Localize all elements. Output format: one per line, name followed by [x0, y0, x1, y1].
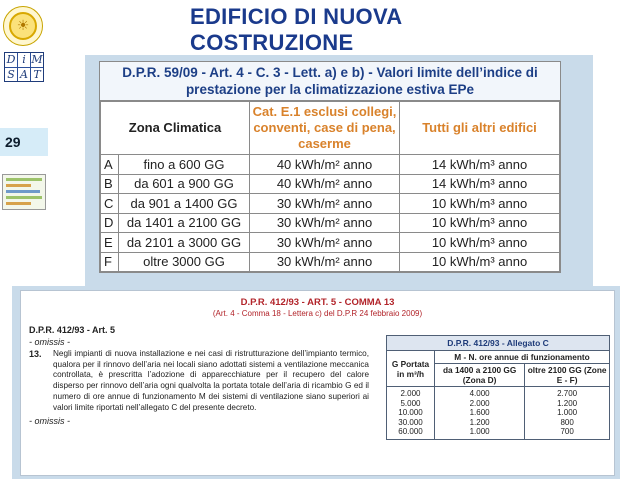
- zona-d-value: 2.000: [435, 399, 525, 409]
- zone-range: oltre 3000 GG: [119, 252, 250, 272]
- table-row: [387, 387, 610, 399]
- paragraph-text: Negli impianti di nuova installazione e nei casi di ristrutturazione dell’impianto termico, qualora per il rinnovo dell’aria nei locali siano adottati sistemi a ventilazione meccanica controllata, è prescritta l’adozione di apparecchiature per il recupero del calore disperso per rinnovo dell’aria ogni qualvolta la portata totale dell’aria di ricambio G ed il numero di ore annue di funzionamento M dei sistemi di ventilazione siano superiori ai valori limite riportati nell’allegato C del presente decreto.: [53, 349, 369, 412]
- doc-heading: [21, 297, 614, 318]
- tutti-value: 14 kWh/m³ anno: [400, 155, 560, 175]
- epe-limits-table-wrapper: [99, 61, 561, 273]
- cat-value: 30 kWh/m² anno: [250, 213, 400, 233]
- zone-letter: E: [101, 233, 119, 253]
- col-header-zona: Zona Climatica: [101, 102, 250, 155]
- cat-value: 40 kWh/m² anno: [250, 174, 400, 194]
- col-header-portata: G Portata in m³/h: [387, 351, 435, 387]
- dimsat-letter: D: [6, 53, 16, 67]
- table-row: [387, 399, 610, 409]
- portata-value: 2.000: [387, 387, 435, 399]
- epe-limits-table: [100, 101, 560, 272]
- doc-heading-title: D.P.R. 412/93 - ART. 5 - COMMA 13: [240, 297, 395, 308]
- tutti-value: 10 kWh/m³ anno: [400, 213, 560, 233]
- zone-letter: D: [101, 213, 119, 233]
- paragraph-number: 13.: [29, 349, 42, 359]
- cat-value: 40 kWh/m² anno: [250, 155, 400, 175]
- dimsat-letter: A: [18, 68, 30, 82]
- slide-title: [190, 4, 402, 56]
- omissis-bottom: - omissis -: [29, 416, 70, 427]
- dimsat-letter: i: [18, 53, 30, 67]
- cat-value: 30 kWh/m² anno: [250, 233, 400, 253]
- zona-d-value: 1.000: [435, 427, 525, 439]
- zone-ef-value: 800: [525, 418, 610, 428]
- col-header-zona-d: da 1400 a 2100 GG (Zona D): [435, 364, 525, 387]
- doc-heading-subtitle: (Art. 4 - Comma 18 - Lettera c) del D.P.R 24 febbraio 2009): [212, 309, 423, 318]
- allegato-c-table: [386, 335, 610, 440]
- paragraph-13: [29, 349, 369, 413]
- col-header-ore-annue: M - N. ore annue di funzionamento: [435, 351, 610, 364]
- zona-d-value: 1.200: [435, 418, 525, 428]
- cat-value: 30 kWh/m² anno: [250, 194, 400, 214]
- epe-table-heading-line: D.P.R. 59/09 - Art. 4 - C. 3 - Lett. a) e b) - Valori limite dell’indice di: [122, 65, 538, 80]
- zone-ef-value: 700: [525, 427, 610, 439]
- zone-letter: A: [101, 155, 119, 175]
- slide-title-line: EDIFICIO DI NUOVA: [190, 4, 403, 29]
- epe-table-heading-line: prestazione per la climatizzazione estiva EPe: [185, 82, 475, 97]
- table-row: [101, 233, 560, 253]
- dimsat-letter: T: [31, 68, 43, 82]
- dpr-412-panel: [12, 286, 620, 479]
- doc-article-text: [29, 325, 369, 426]
- tutti-value: 14 kWh/m³ anno: [400, 174, 560, 194]
- portata-value: 5.000: [387, 399, 435, 409]
- portata-value: 60.000: [387, 427, 435, 439]
- table-row: [387, 427, 610, 439]
- table-row: [101, 155, 560, 175]
- dpr-412-document: [20, 290, 615, 476]
- omissis-top: - omissis -: [29, 337, 70, 347]
- col-header-cat-e1: Cat. E.1 esclusi collegi, conventi, case di pena, caserme: [250, 102, 400, 155]
- zone-ef-value: 1.200: [525, 399, 610, 409]
- article-label: D.P.R. 412/93 - Art. 5: [29, 325, 116, 335]
- sun-icon: ☀: [9, 12, 37, 40]
- col-header-zone-e-f: oltre 2100 GG (Zone E - F): [525, 364, 610, 387]
- zone-range: fino a 600 GG: [119, 155, 250, 175]
- dimsat-letter: S: [5, 68, 17, 82]
- dimsat-letter: M: [31, 53, 43, 67]
- zona-d-value: 1.600: [435, 408, 525, 418]
- cat-value: 30 kWh/m² anno: [250, 252, 400, 272]
- zone-ef-value: 2.700: [525, 387, 610, 399]
- zone-range: da 1401 a 2100 GG: [119, 213, 250, 233]
- table-row: [101, 213, 560, 233]
- tutti-value: 10 kWh/m³ anno: [400, 252, 560, 272]
- zone-letter: F: [101, 252, 119, 272]
- tutti-value: 10 kWh/m³ anno: [400, 194, 560, 214]
- slide-title-line: COSTRUZIONE: [190, 30, 354, 55]
- tutti-value: 10 kWh/m³ anno: [400, 233, 560, 253]
- faculty-thumbnail-image: [2, 174, 46, 210]
- epe-limits-panel: [85, 55, 593, 287]
- table-row: [101, 252, 560, 272]
- dimsat-logo: [4, 52, 44, 82]
- zona-d-value: 4.000: [435, 387, 525, 399]
- table-row: [387, 408, 610, 418]
- col-header-altri-edifici: Tutti gli altri edifici: [400, 102, 560, 155]
- allegato-c-caption: D.P.R. 412/93 - Allegato C: [387, 336, 610, 351]
- table-row: [387, 418, 610, 428]
- zone-letter: C: [101, 194, 119, 214]
- zone-ef-value: 1.000: [525, 408, 610, 418]
- epe-table-heading: [100, 62, 560, 101]
- zone-range: da 2101 a 3000 GG: [119, 233, 250, 253]
- zone-letter: B: [101, 174, 119, 194]
- slide-number: 29: [0, 128, 48, 156]
- university-seal-logo: [3, 6, 43, 46]
- table-row: [101, 174, 560, 194]
- zone-range: da 601 a 900 GG: [119, 174, 250, 194]
- zone-range: da 901 a 1400 GG: [119, 194, 250, 214]
- portata-value: 10.000: [387, 408, 435, 418]
- table-row: [101, 194, 560, 214]
- portata-value: 30.000: [387, 418, 435, 428]
- allegato-c-table-wrapper: [386, 335, 610, 440]
